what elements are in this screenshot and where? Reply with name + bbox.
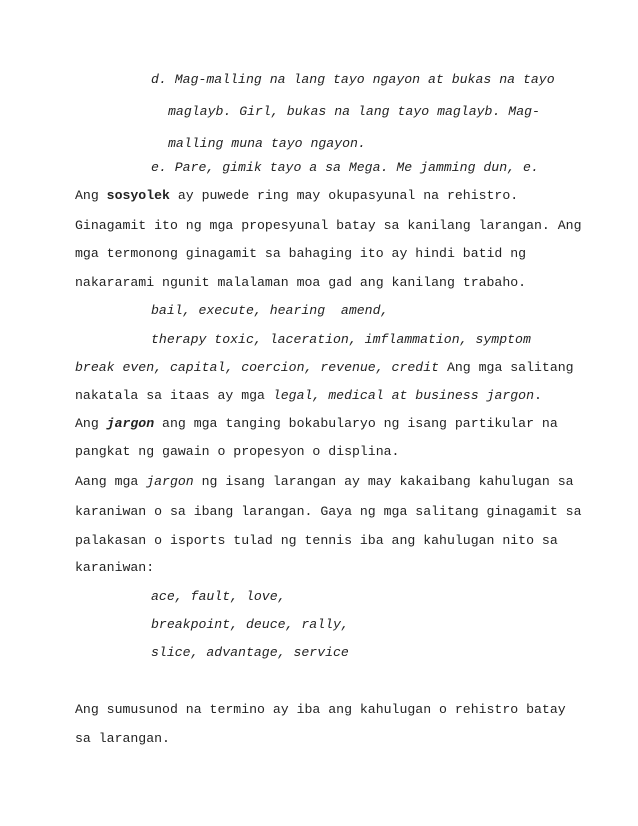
medical-jargon-line: therapy toxic, laceration, imflammation, symptom bbox=[151, 332, 531, 347]
tennis-terms-line-1: ace, fault, love, bbox=[151, 589, 286, 604]
sports-line-2: karaniwan o sa ibang larangan. Gaya ng mga salitang ginagamit sa bbox=[75, 504, 582, 519]
jargon-def-post: ang mga tanging bokabularyo ng isang partikular na bbox=[154, 416, 558, 431]
tennis-terms-line-2: breakpoint, deuce, rally, bbox=[151, 617, 349, 632]
closing-line-1: Ang sumusunod na termino ay iba ang kahulugan o rehistro batay bbox=[75, 702, 566, 717]
jargon-def-term: jargon bbox=[106, 416, 155, 431]
item-d-line-3: malling muna tayo ngayon. bbox=[168, 136, 366, 151]
sosyolek-term: sosyolek bbox=[106, 188, 170, 203]
sports-term: jargon bbox=[146, 474, 194, 489]
closing-line-2: sa larangan. bbox=[75, 731, 170, 746]
item-e-suffix: . Me jamming dun, e. bbox=[380, 160, 539, 175]
jargon-note-pre: nakatala sa itaas ay mga bbox=[75, 388, 273, 403]
item-d-line-1: d. Mag-malling na lang tayo ngayon at bukas na tayo bbox=[151, 72, 555, 87]
tennis-terms-line-3: slice, advantage, service bbox=[151, 645, 349, 660]
jargon-note-line bbox=[75, 388, 542, 404]
sports-line-4: karaniwan: bbox=[75, 560, 155, 575]
sosyolek-pre: Ang bbox=[75, 188, 107, 203]
jargon-def-pre: Ang bbox=[75, 416, 107, 431]
jargon-note-italic: legal, medical at business jargon bbox=[272, 388, 535, 403]
item-e-mega: Mega bbox=[348, 160, 381, 175]
sosyolek-line-4: nakararami ngunit malalaman moa gad ang kanilang trabaho. bbox=[75, 275, 527, 290]
jargon-def-line-2: pangkat ng gawain o propesyon o displina. bbox=[75, 444, 400, 459]
legal-jargon-line: bail, execute, hearing amend, bbox=[151, 303, 389, 318]
sports-pre: Aang mga bbox=[75, 474, 147, 489]
jargon-note-post: . bbox=[534, 388, 542, 403]
sosyolek-line-2: Ginagamit ito ng mga propesyunal batay sa kanilang larangan. Ang bbox=[75, 218, 582, 233]
item-d-line-2: maglayb. Girl, bukas na lang tayo maglayb. Mag- bbox=[168, 104, 540, 119]
sports-line-3: palakasan o isports tulad ng tennis iba ang kahulugan nito sa bbox=[75, 533, 558, 548]
sosyolek-line-1 bbox=[75, 188, 518, 204]
sosyolek-post: ay puwede ring may okupasyunal na rehistro. bbox=[169, 188, 519, 203]
item-e-line bbox=[151, 160, 539, 176]
sports-line-1 bbox=[75, 474, 574, 490]
business-jargon-terms: break even, capital, coercion, revenue, credit bbox=[75, 360, 440, 375]
business-jargon-tail: Ang mga salitang bbox=[439, 360, 574, 375]
sports-post: ng isang larangan ay may kakaibang kahulugan sa bbox=[193, 474, 574, 489]
item-e-prefix: e. Pare, gimik tayo a sa bbox=[151, 160, 349, 175]
jargon-def-line-1 bbox=[75, 416, 558, 432]
sosyolek-line-3: mga termonong ginagamit sa bahaging ito ay hindi batid ng bbox=[75, 246, 527, 261]
business-jargon-line bbox=[75, 360, 574, 376]
